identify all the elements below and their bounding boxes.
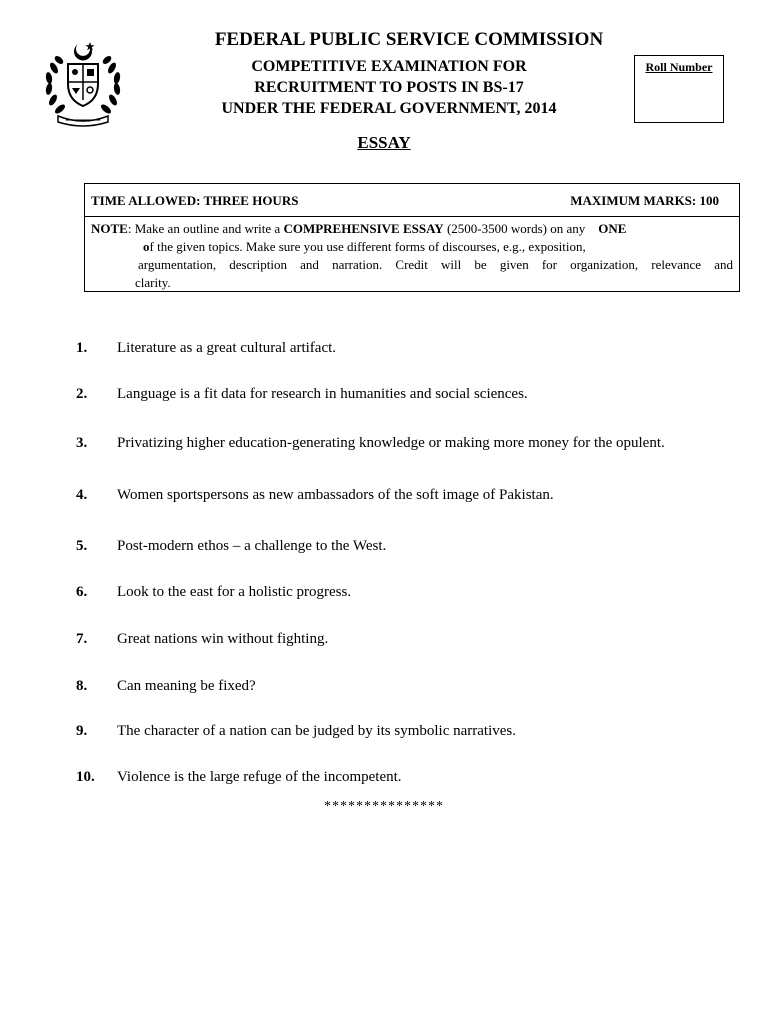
subtitle-line: COMPETITIVE EXAMINATION FOR: [251, 58, 527, 75]
question-text: Can meaning be fixed?: [117, 678, 256, 694]
note-part: argumentation, description and narration. Credit will be given for organization, relevance and: [138, 257, 733, 272]
question-number: 8.: [76, 678, 88, 694]
question-text: Language is a fit data for research in humanities and social sciences.: [117, 386, 528, 402]
question-item: [76, 338, 696, 359]
maximum-marks: MAXIMUM MARKS: 100: [570, 193, 719, 208]
roll-number-label: Roll Number: [645, 60, 713, 74]
question-item: [76, 629, 696, 650]
question-number: 6.: [76, 584, 88, 600]
question-text: The character of a nation can be judged by its symbolic narratives.: [117, 723, 517, 739]
question-number: 9.: [76, 723, 88, 739]
roll-number-box[interactable]: [634, 55, 724, 123]
note-emphasis: COMPREHENSIVE ESSAY: [283, 221, 444, 236]
note-text: [85, 217, 739, 292]
note-part: (2500-3500 words) on any: [443, 221, 589, 236]
question-item: [76, 676, 696, 697]
note-emphasis: o: [143, 239, 150, 254]
instructions-box: [84, 183, 740, 292]
time-marks-row: [85, 184, 739, 217]
question-number: 3.: [76, 435, 88, 451]
question-item: [76, 433, 696, 454]
question-item: [76, 767, 696, 788]
question-text: Post-modern ethos – a challenge to the West.: [117, 538, 387, 554]
question-text: Great nations win without fighting.: [117, 631, 329, 647]
subtitle-line: RECRUITMENT TO POSTS IN BS-17: [254, 79, 524, 96]
question-item: [76, 582, 696, 603]
question-number: 4.: [76, 487, 88, 503]
question-text: Look to the east for a holistic progress.: [117, 584, 352, 600]
question-number: 2.: [76, 386, 88, 402]
question-text: Women sportspersons as new ambassadors of the soft image of Pakistan.: [117, 487, 554, 503]
end-marker: ***************: [324, 799, 444, 814]
question-item: [76, 384, 696, 405]
note-emphasis: ONE: [598, 221, 627, 236]
question-number: 1.: [76, 340, 88, 356]
question-text: Violence is the large refuge of the incompetent.: [117, 769, 402, 785]
note-part: clarity.: [135, 275, 171, 290]
subtitle-line: UNDER THE FEDERAL GOVERNMENT, 2014: [221, 100, 557, 117]
note-part: f the given topics. Make sure you use different forms of discourses, e.g., exposition,: [149, 239, 586, 254]
question-number: 5.: [76, 538, 88, 554]
subject-heading: ESSAY: [357, 133, 411, 152]
question-text: Literature as a great cultural artifact.: [117, 340, 337, 356]
question-text: Privatizing higher education-generating knowledge or making more money for the opulent.: [117, 435, 665, 451]
question-item: [76, 536, 696, 557]
question-number: 7.: [76, 631, 88, 647]
note-label: NOTE: [91, 221, 128, 236]
question-item: [76, 485, 696, 506]
commission-title: FEDERAL PUBLIC SERVICE COMMISSION: [214, 29, 604, 50]
question-number: 10.: [76, 769, 95, 785]
note-part: : Make an outline and write a: [127, 221, 284, 236]
question-item: [76, 721, 696, 742]
time-allowed: TIME ALLOWED: THREE HOURS: [91, 193, 299, 208]
